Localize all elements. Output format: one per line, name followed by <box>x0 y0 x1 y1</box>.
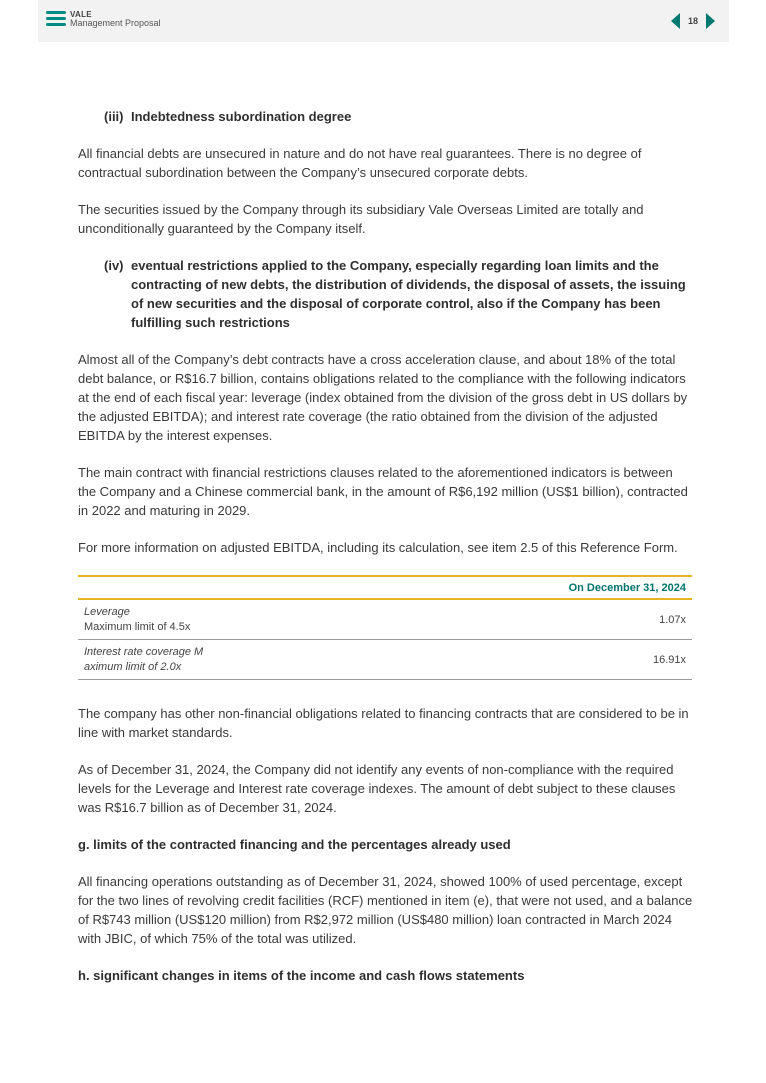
document-title: Management Proposal <box>70 18 161 29</box>
paragraph-unsecured-debts: All financial debts are unsecured in nature and do not have real guarantees. There is no degree of contractual subordination between the Company’s unsecured corporate debts. <box>78 146 642 180</box>
table-row <box>78 600 692 640</box>
section-iii-number: (iii) <box>104 109 124 124</box>
row-label-metric: Interest rate coverage M <box>84 646 204 658</box>
paragraph-guarantee: The securities issued by the Company through its subsidiary Vale Overseas Limited are totally and unconditionally guaranteed by the Company itself. <box>78 202 644 236</box>
row-label <box>84 645 203 675</box>
section-iii-heading <box>104 107 694 126</box>
row-value: 1.07x <box>659 614 686 626</box>
table-row <box>78 640 692 680</box>
row-label-limit: aximum limit of 2.0x <box>84 661 182 673</box>
paragraph-compliance: As of December 31, 2024, the Company did not identify any events of non-compliance with the required levels for the Leverage and Interest rate coverage indexes. The amount of debt subject to these clauses was R$16.7 billion as of December 31, 2024. <box>78 762 676 815</box>
menu-icon[interactable] <box>46 11 66 27</box>
brand <box>70 11 161 29</box>
row-label-metric: Leverage <box>84 606 130 618</box>
paragraph-main-contract: The main contract with financial restrictions clauses related to the aforementioned indicators is between the Company and a Chinese commercial bank, in the amount of R$6,192 million (US$1 billion), contracted in 2022 and maturing in 2029. <box>78 465 688 518</box>
section-g-heading: g. limits of the contracted financing and the percentages already used <box>78 837 511 852</box>
section-iv-heading <box>104 256 694 332</box>
section-iv-title: eventual restrictions applied to the Company, especially regarding loan limits and the contracting of new debts, the distribution of dividends, the disposal of assets, the issuing of new securities and the disposal of corporate control, also if the Company has been fulfilling such restrictions <box>131 258 686 330</box>
page-content <box>78 107 694 1003</box>
row-value: 16.91x <box>652 654 686 666</box>
section-iv-number: (iv) <box>104 258 124 273</box>
table-header <box>78 577 692 600</box>
page-navigator <box>671 13 715 29</box>
paragraph-cross-acceleration: Almost all of the Company’s debt contracts have a cross acceleration clause, and about 18% of the total debt balance, or R$16.7 billion, contains obligations related to the compliance with the following indicators at the end of each fiscal year: leverage (index obtained from the division of the gross debt in US dollars by the adjusted EBITDA); and interest rate coverage (the ratio obtained from the division of the adjusted EBITDA by the interest expenses. <box>78 352 688 443</box>
section-h-heading: h. significant changes in items of the income and cash flows statements <box>78 968 525 983</box>
paragraph-non-financial-obligations: The company has other non-financial obligations related to financing contracts that are considered to be in line with market standards. <box>78 706 689 740</box>
previous-page-arrow-icon[interactable] <box>671 13 680 29</box>
page-number: 18 <box>687 16 698 26</box>
paragraph-financing-limits: All financing operations outstanding as of December 31, 2024, showed 100% of used percentage, except for the two lines of revolving credit facilities (RCF) mentioned in item (e), that were not used, and a balance of R$743 million (US$120 million) from R$2,972 million (US$480 million) loan contracted in March 2024 with JBIC, of which 75% of the total was utilized. <box>78 874 693 946</box>
row-label <box>84 605 190 635</box>
covenants-table <box>78 575 692 680</box>
table-column-header: On December 31, 2024 <box>568 582 686 594</box>
brand-name: VALE <box>70 10 92 19</box>
section-iii-title: Indebtedness subordination degree <box>131 109 352 124</box>
page-header <box>38 0 729 42</box>
next-page-arrow-icon[interactable] <box>706 13 715 29</box>
paragraph-ebitda-reference: For more information on adjusted EBITDA, including its calculation, see item 2.5 of this Reference Form. <box>78 540 678 555</box>
row-label-limit: Maximum limit of 4.5x <box>84 621 191 633</box>
